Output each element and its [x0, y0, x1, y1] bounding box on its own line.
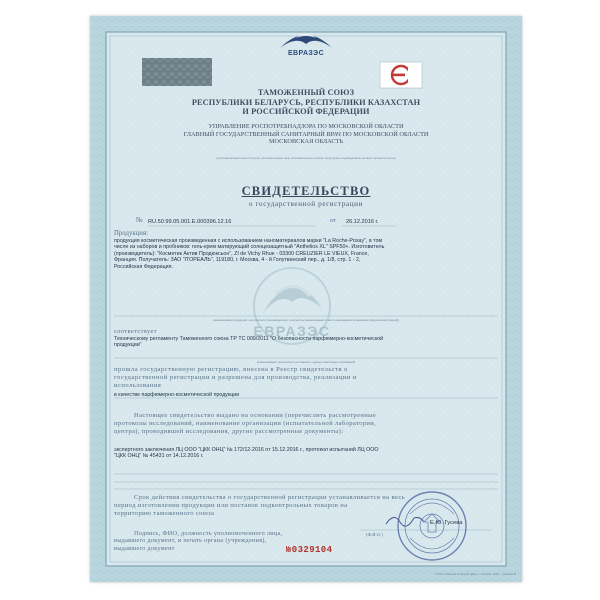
- registration-date: 26.12.2016 г.: [346, 219, 379, 225]
- hologram-patch: [142, 58, 212, 86]
- basis-documents: экспертного заключения ЛЦ ООО "ЦКК ОНЦ" № 172/12-2016 от 15.12.2016 г., протокол испытаний ЛЦ ООО "ЦКК ОНЦ" № 45431 от 14.12.2016 г.: [114, 447, 379, 460]
- validity-statement: Срок действия свидетельства о государственной регистрации устанавливается на весь период изготовления продукции или поставок подконтрольных товаров на территорию таможенного союза: [114, 494, 405, 517]
- eurasec-logo-text: ЕВРАЗЭС: [287, 50, 325, 57]
- signatory-caption: (Ф.И.О.): [366, 532, 383, 537]
- date-label: от: [330, 217, 336, 224]
- product-label: Продукция:: [114, 230, 148, 237]
- product-description: продукция косметическая произведенная с использованием наноматериалов марки "La Roche-Posay", в том числе из наборов и пробников: гель-крем матирующий солнцезащитный "Anthelios XL" SPF50+. Изготовитель (производитель): "Косметик Актив Продюксьон", ZI de Vichy Rhue - 03300 CREUZIER LE VIEUX, France, Франция. Получатель: ЗАО "Л'ОРЕАЛЬ", 119180, г. Москва, 4 - й Голутвинский пер., д. 1/8, стр. 1 - 2, Российская Федерация.: [114, 238, 385, 270]
- certificate-sheet: [90, 16, 522, 582]
- conformity-caption: (наименование технического регламента / единых санитарных требований): [256, 360, 356, 364]
- customs-union-heading: ТАМОЖЕННЫЙ СОЮЗ РЕСПУБЛИКИ БЕЛАРУСЬ, РЕСПУБЛИКИ КАЗАХСТАН И РОССИЙСКОЙ ФЕДЕРАЦИИ: [191, 88, 421, 116]
- registration-statement: прошла государственную регистрацию, внесена в Реестр свидетельств о государственной регистрации и разрешена для производства, реализации и использования: [114, 366, 357, 389]
- conformity-label: соответствует: [114, 328, 157, 335]
- signatory-name: Е.Ю. Гусева: [430, 520, 463, 526]
- registration-number: RU.50.99.05.001.E.000396.12.16: [148, 219, 232, 225]
- watermark-text: ЕВРАЗЭС: [253, 323, 331, 339]
- number-label: №: [136, 216, 143, 224]
- form-serial-number: №0329104: [286, 545, 333, 555]
- usage-purpose: в качестве парфюмерно-косметической продукции: [114, 392, 240, 398]
- printer-footer: © ООО «Первый печатный двор», г. Москва, 2013 г., уровень Ф: [434, 572, 516, 576]
- product-caption: (наименование продукции, изготовитель (производитель), получатель (наименование и место нахождения организации (юридический адрес))): [212, 318, 400, 322]
- signature-block: Подпись, ФИО, должность уполномоченного лица, выдавшего документ, и печать органа (учреждения), выдавшего документ: [114, 530, 283, 552]
- eac-mark-icon: [380, 62, 422, 88]
- issuing-authority: УПРАВЛЕНИЕ РОСПОТРЕБНАДЗОРА ПО МОСКОВСКОЙ ОБЛАСТИ ГЛАВНЫЙ ГОСУДАРСТВЕННЫЙ САНИТАРНЫЙ ВРАЧ ПО МОСКОВСКОЙ ОБЛАСТИ МОСКОВСКАЯ ОБЛАСТЬ: [183, 123, 429, 146]
- technical-regulation: Техническому регламенту Таможенного союза ТР ТС 009/2011 "О безопасности парфюмерно-косметической продукции": [114, 336, 384, 349]
- authority-caption: (уполномоченный орган Стороны, уполномоченное лицо уполномоченного органа, структурное подразделение органа и органа Стороны): [216, 156, 396, 160]
- basis-statement: Настоящее свидетельство выдано на основании (перечислить рассмотренные протоколы исследований, наименование организации (испытательной лаборатории, центра), проводившей исследования, другие рассмотренные документы):: [114, 412, 377, 435]
- certificate-title: СВИДЕТЕЛЬСТВО: [241, 184, 371, 198]
- certificate-subtitle: о государственной регистрации: [248, 200, 364, 208]
